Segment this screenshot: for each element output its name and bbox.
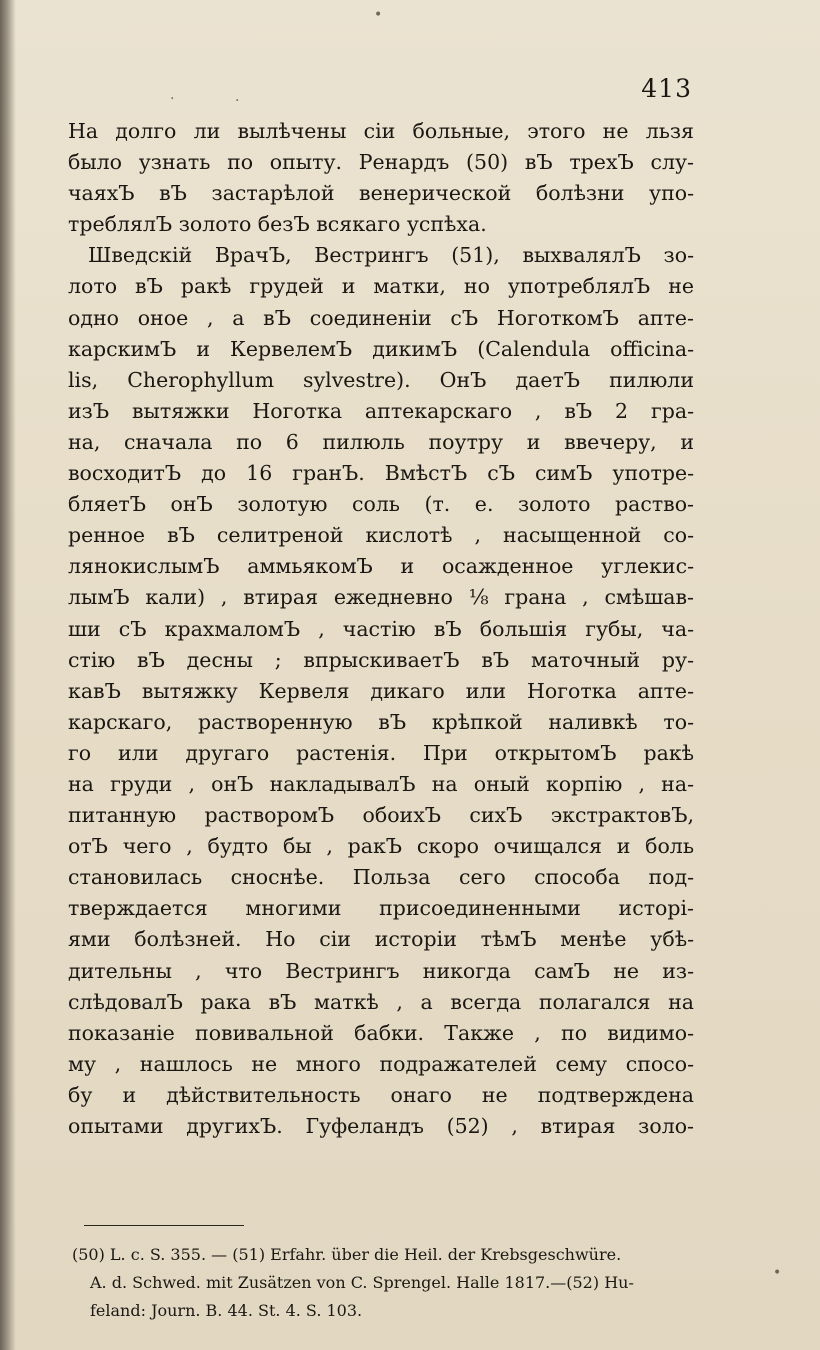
text-line: лянокислымЪ аммьякомЪ и осажденное углекис-: [68, 554, 694, 579]
text-line: одно оное , а вЪ соединеніи сЪ НоготкомЪ апте-: [68, 305, 694, 330]
ink-speck: •: [374, 7, 383, 23]
paragraph-1: [68, 116, 694, 240]
text-line: слѣдовалЪ рака вЪ маткѣ , а всегда полагался на: [68, 989, 694, 1014]
text-line: стію вЪ десны ; впрыскиваетЪ вЪ маточный ру-: [68, 647, 694, 672]
text-line: восходитЪ до 16 гранЪ. ВмѣстЪ сЪ симЪ употре-: [68, 461, 694, 486]
ink-speck: ·: [170, 91, 175, 107]
ink-speck: •: [773, 1265, 782, 1281]
text-line: бу и дѣйствительность онаго не подтверждена: [68, 1082, 694, 1107]
page-spine-shadow: [0, 0, 16, 1350]
text-line: Шведскій ВрачЪ, Вестрингъ (51), выхвалялЪ зо-: [88, 243, 694, 268]
footnote-line: A. d. Schwed. mit Zusätzen von C. Sprengel. Halle 1817.—(52) Hu-: [90, 1273, 634, 1292]
text-line: му , нашлось не много подражателей сему спосо-: [68, 1051, 694, 1076]
text-line: становилась сноснѣе. Польза сего способа под-: [68, 865, 694, 890]
text-line: бляетЪ онЪ золотую соль (т. е. золото раствo-: [68, 492, 694, 517]
main-text: [68, 116, 694, 1142]
text-line: кавЪ вытяжку Кервеля дикаго или Ноготка апте-: [68, 678, 694, 703]
text-line: лото вЪ ракѣ грудей и матки, но употреблялЪ не: [68, 274, 694, 299]
text-line: тверждается многими присоединенными исторі-: [68, 896, 694, 921]
text-line: показаніе повивальной бабки. Также , по видимо-: [68, 1020, 694, 1045]
paragraph-2: [68, 240, 694, 1142]
text-line: ями болѣзней. Но сіи исторіи тѣмЪ менѣе убѣ-: [68, 927, 694, 952]
text-line: отЪ чего , будто бы , ракЪ скоро очищался и боль: [68, 834, 694, 859]
text-line: ренное вЪ селитреной кислотѣ , насыщенной со-: [68, 523, 694, 548]
footnote-line: (50) L. c. S. 355. — (51) Erfahr. über die Heil. der Krebsgeschwüre.: [72, 1245, 622, 1264]
text-line: опытами другихЪ. Гуфеландъ (52) , втирая золо-: [68, 1114, 694, 1138]
ink-speck: ·: [235, 93, 240, 109]
text-line: треблялЪ золото безЪ всякаго успѣха.: [68, 212, 487, 237]
text-line: lis, Cherophyllum sylvestre). ОнЪ даетЪ пилюли: [68, 367, 694, 392]
text-line: на, сначала по 6 пилюль поутру и ввечеру, и: [68, 429, 694, 454]
footnote-line: feland: Journ. B. 44. St. 4. S. 103.: [90, 1301, 363, 1320]
footnote-separator: [84, 1225, 244, 1226]
text-line: питанную растворомЪ обоихЪ сихЪ экстрактовЪ,: [68, 803, 694, 828]
text-line: изЪ вытяжки Ноготка аптекарскаго , вЪ 2 гра-: [68, 398, 694, 423]
text-line: было узнать по опыту. Ренардъ (50) вЪ трехЪ слу-: [68, 150, 694, 175]
text-line: карскаго, растворенную вЪ крѣпкой наливкѣ то-: [68, 709, 694, 734]
text-line: чаяхЪ вЪ застарѣлой венерической болѣзни упо-: [68, 181, 694, 206]
text-line: на груди , онЪ накладывалЪ на оный корпію , на-: [68, 771, 694, 796]
text-line: лымЪ кали) , втирая ежедневно ⅛ грана , смѣшав-: [68, 585, 694, 610]
text-line: дительны , что Вестрингъ никогда самЪ не из-: [68, 958, 694, 983]
text-line: ши сЪ крахмаломЪ , частію вЪ большія губы, ча-: [68, 616, 694, 641]
footnotes: [72, 1241, 696, 1325]
page-number: 413: [641, 74, 692, 103]
text-line: На долго ли вылѣчены сіи больные, этого не льзя: [68, 119, 694, 143]
text-line: карскимЪ и КервелемЪ дикимЪ (Calendula officina-: [68, 336, 694, 361]
text-line: го или другаго растенія. При открытомЪ ракѣ: [68, 740, 694, 765]
